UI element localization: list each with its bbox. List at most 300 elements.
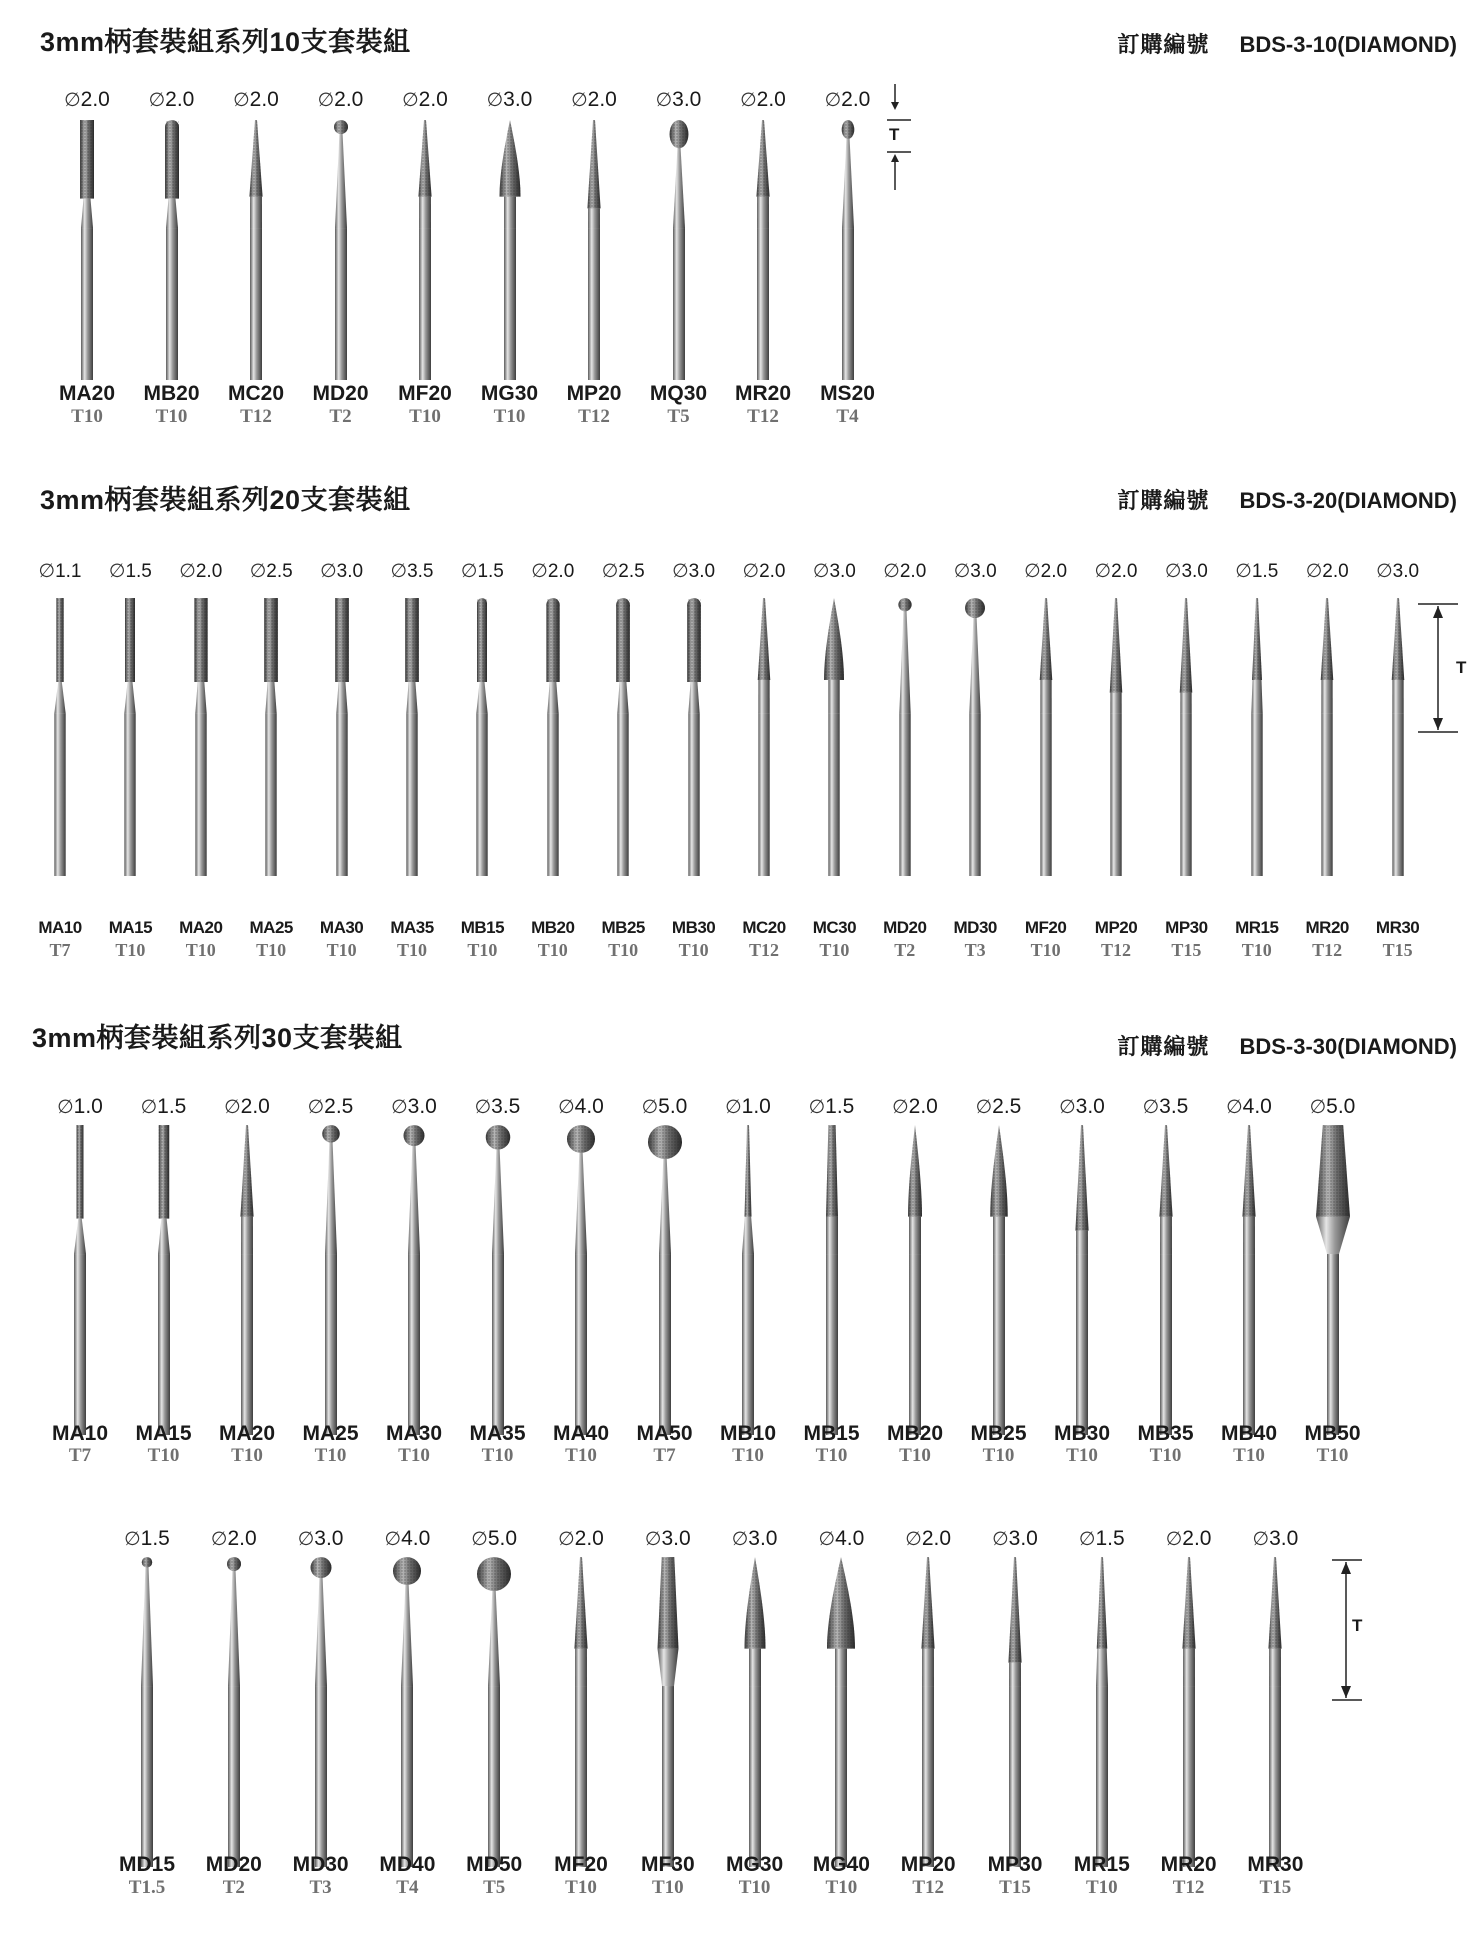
burr-bit-image (171, 596, 231, 881)
head-length-value: T10 (815, 1445, 848, 1466)
diameter-value: 2.0 (1182, 1527, 1212, 1550)
diameter-value: 3.0 (970, 561, 997, 582)
order-number-label: 訂購編號 (1117, 1034, 1210, 1059)
head-length-value: T10 (899, 1445, 931, 1466)
burr-bit-image (1136, 1123, 1196, 1440)
diameter-value: 2.5 (266, 561, 293, 582)
diameter-label (42, 88, 132, 112)
burr-bit-image (804, 596, 864, 881)
model-code: MD30 (953, 918, 997, 937)
model-code: MA20 (218, 1422, 276, 1445)
diameter-label (369, 1095, 459, 1119)
model-code: MB20 (886, 1422, 944, 1445)
diameter-value: 2.0 (80, 88, 110, 111)
head-length-value: T12 (912, 1877, 945, 1898)
diameter-value: 2.0 (195, 561, 223, 582)
order-number-code: BDS-3-10(DIAMOND) (1239, 32, 1457, 57)
diameter-icon: ∅ (571, 90, 588, 111)
diameter-label (803, 88, 893, 112)
burr-bit-image (1303, 1123, 1363, 1440)
diameter-value: 3.5 (491, 1095, 521, 1118)
diameter-value: 3.0 (748, 1527, 778, 1550)
model-code: MF30 (640, 1853, 695, 1876)
head-length-value: T10 (1233, 1445, 1265, 1466)
section-3-order-number (1117, 1030, 1457, 1061)
diameter-label (718, 88, 808, 112)
diameter-value: 2.0 (1322, 561, 1349, 582)
diameter-label (787, 1095, 877, 1119)
diameter-icon: ∅ (57, 1097, 74, 1118)
burr-bit-image (480, 118, 540, 385)
burr-bit-image (898, 1555, 958, 1872)
diameter-label (954, 1095, 1044, 1119)
burr-bit-image (638, 1555, 698, 1872)
head-length-value: T1.5 (128, 1877, 166, 1898)
diameter-icon: ∅ (1305, 561, 1323, 582)
diameter-icon: ∅ (317, 90, 335, 111)
model-code: MG30 (726, 1853, 784, 1876)
diameter-label (35, 1095, 125, 1119)
head-length-value: T15 (1382, 940, 1413, 960)
diameter-value: 3.0 (672, 88, 702, 111)
diameter-icon: ∅ (320, 561, 337, 582)
diameter-icon: ∅ (1164, 561, 1182, 582)
head-length-value: T10 (147, 1445, 180, 1466)
head-length-value: T10 (1241, 940, 1272, 960)
burr-bit-image (811, 1555, 871, 1872)
head-length-value: T12 (578, 406, 610, 427)
diameter-value: 2.0 (334, 88, 364, 111)
model-code: MB50 (1304, 1422, 1361, 1445)
diameter-icon: ∅ (558, 1529, 575, 1550)
diameter-icon: ∅ (402, 90, 419, 111)
head-length-value: T10 (1030, 940, 1061, 960)
diameter-label (465, 88, 555, 112)
model-code: MD20 (312, 382, 369, 405)
diameter-value: 3.0 (1269, 1527, 1299, 1550)
burr-bit-image (100, 596, 160, 881)
diameter-value: 1.0 (741, 1095, 771, 1118)
diameter-icon: ∅ (655, 90, 673, 111)
diameter-value: 4.0 (1242, 1095, 1272, 1118)
diameter-label (202, 1095, 292, 1119)
model-code: MB15 (460, 918, 505, 937)
head-length-value: T10 (493, 406, 526, 427)
model-code: MA40 (552, 1422, 610, 1445)
burr-bit-image (217, 1123, 277, 1440)
head-length-value: T10 (398, 1445, 430, 1466)
section-2-order-number (1117, 484, 1457, 515)
head-length-value: T10 (326, 940, 357, 960)
head-length-value: T4 (836, 406, 859, 427)
burr-bit-image (1245, 1555, 1305, 1872)
diameter-icon: ∅ (249, 561, 267, 582)
diameter-value: 3.0 (1181, 561, 1208, 582)
diameter-value: 2.0 (1040, 561, 1068, 582)
diameter-icon: ∅ (531, 561, 548, 582)
model-code: MP20 (900, 1853, 956, 1876)
diameter-value: 2.0 (756, 88, 786, 111)
diameter-value: 1.0 (73, 1095, 103, 1118)
head-length-value: T10 (1085, 1877, 1118, 1898)
model-code: MA30 (319, 918, 364, 937)
t-label: T (1352, 1616, 1363, 1635)
burr-bit-image (818, 118, 878, 385)
diameter-value: 2.0 (418, 88, 448, 111)
model-code: MR15 (1235, 918, 1279, 937)
burr-bit-image (382, 596, 442, 881)
head-length-value: T7 (653, 1445, 676, 1466)
diameter-label (1144, 1527, 1234, 1551)
diameter-icon: ∅ (486, 90, 504, 111)
diameter-icon: ∅ (818, 1529, 836, 1550)
diameter-value: 1.1 (55, 561, 82, 582)
burr-bit-image (301, 1123, 361, 1440)
head-length-value: T10 (256, 940, 287, 960)
diameter-label (970, 1527, 1060, 1551)
burr-bit-image (733, 118, 793, 385)
burr-bit-image (734, 596, 794, 881)
diameter-icon: ∅ (892, 1097, 909, 1118)
model-code: MR20 (1305, 918, 1349, 937)
diameter-label (189, 1527, 279, 1551)
head-length-value: T12 (1100, 940, 1131, 960)
model-code: MC30 (812, 918, 857, 937)
head-length-value: T10 (982, 1445, 1015, 1466)
burr-bit-image (142, 118, 202, 385)
head-length-value: T10 (651, 1877, 684, 1898)
diameter-label (870, 1095, 960, 1119)
model-code: MR30 (1247, 1853, 1304, 1876)
model-code: MA30 (385, 1422, 443, 1445)
head-length-value: T10 (738, 1877, 771, 1898)
burr-bit-image (1016, 596, 1076, 881)
diameter-icon: ∅ (558, 1097, 575, 1118)
model-code: MP30 (987, 1853, 1043, 1876)
diameter-label (710, 1527, 800, 1551)
diameter-icon: ∅ (601, 561, 619, 582)
t-label: T (1456, 658, 1467, 677)
burr-bit-image (312, 596, 372, 881)
diameter-icon: ∅ (1376, 561, 1393, 582)
burr-bit-image (945, 596, 1005, 881)
diameter-label (620, 1095, 710, 1119)
diameter-icon: ∅ (384, 1529, 402, 1550)
burr-bit-image (117, 1555, 177, 1872)
head-length-value: T10 (1149, 1445, 1182, 1466)
diameter-icon: ∅ (824, 90, 842, 111)
head-length-value: T3 (309, 1877, 332, 1898)
model-code: MA20 (179, 918, 223, 937)
head-length-value: T5 (483, 1877, 506, 1898)
head-length-value: T12 (1172, 1877, 1205, 1898)
head-length-value: T10 (565, 1877, 597, 1898)
diameter-value: 3.0 (336, 561, 364, 582)
section-1-title: 3mm柄套裝組系列10支套裝組 (40, 27, 411, 57)
burr-bit-image (384, 1123, 444, 1440)
diameter-label (1057, 1527, 1147, 1551)
diameter-icon: ∅ (64, 90, 81, 111)
burr-bit-image (551, 1555, 611, 1872)
diameter-label (276, 1527, 366, 1551)
diameter-label (453, 1095, 543, 1119)
diameter-value: 3.0 (1392, 561, 1420, 582)
burr-bit-image (718, 1123, 778, 1440)
head-length-value: T4 (396, 1877, 419, 1898)
diameter-icon: ∅ (307, 1097, 325, 1118)
model-code: MA10 (38, 918, 82, 937)
diameter-value: 3.0 (661, 1527, 691, 1550)
diameter-value: 2.5 (324, 1095, 354, 1118)
head-length-value: T12 (747, 406, 779, 427)
diameter-value: 1.5 (825, 1095, 855, 1118)
diameter-icon: ∅ (471, 1529, 488, 1550)
diameter-icon: ∅ (1142, 1097, 1160, 1118)
model-code: MA35 (390, 918, 434, 937)
diameter-value: 5.0 (487, 1527, 518, 1550)
model-code: MC20 (742, 918, 786, 937)
diameter-value: 2.0 (899, 561, 927, 582)
diameter-icon: ∅ (1309, 1097, 1327, 1118)
diameter-icon: ∅ (992, 1529, 1009, 1550)
burr-bit-image (1086, 596, 1146, 881)
model-code: MD20 (883, 918, 927, 937)
head-length-value: T10 (481, 1445, 514, 1466)
head-length-value: T10 (115, 940, 146, 960)
burr-bit-image (464, 1555, 524, 1872)
model-code: MB10 (719, 1422, 777, 1445)
diameter-label (286, 1095, 376, 1119)
model-code: MP30 (1165, 918, 1208, 937)
section-1-t-dimension-marker (885, 84, 925, 194)
diameter-value: 2.0 (1111, 561, 1138, 582)
diameter-label (536, 1095, 626, 1119)
diameter-icon: ∅ (390, 561, 408, 582)
diameter-icon: ∅ (975, 1097, 993, 1118)
model-code: MD20 (205, 1853, 262, 1876)
diameter-icon: ∅ (1059, 1097, 1076, 1118)
diameter-icon: ∅ (179, 561, 196, 582)
order-number-code: BDS-3-20(DIAMOND) (1239, 488, 1457, 513)
diameter-icon: ∅ (210, 1529, 228, 1550)
burr-bit-image (1159, 1555, 1219, 1872)
diameter-icon: ∅ (641, 1097, 659, 1118)
diameter-label (536, 1527, 626, 1551)
diameter-value: 1.5 (157, 1095, 187, 1118)
model-code: MA15 (108, 918, 153, 937)
diameter-value: 3.0 (407, 1095, 437, 1118)
diameter-value: 2.0 (249, 88, 279, 111)
head-length-value: T10 (314, 1445, 347, 1466)
head-length-value: T15 (1259, 1877, 1292, 1898)
diameter-label (1288, 1095, 1378, 1119)
burr-bit-image (241, 596, 301, 881)
model-code: MD50 (466, 1853, 523, 1876)
diameter-label (296, 88, 386, 112)
diameter-value: 3.0 (1008, 1527, 1038, 1550)
diameter-label (1353, 560, 1443, 583)
model-code: MR20 (1160, 1853, 1217, 1876)
head-length-value: T10 (231, 1445, 263, 1466)
diameter-value: 3.0 (503, 88, 533, 111)
diameter-value: 3.0 (314, 1527, 344, 1550)
model-code: MB35 (1137, 1422, 1194, 1445)
section-1-order-number (1117, 28, 1457, 59)
model-code: MD30 (292, 1853, 349, 1876)
burr-bit-image (50, 1123, 110, 1440)
burr-bit-image (468, 1123, 528, 1440)
model-code: MQ30 (649, 382, 708, 405)
diameter-icon: ∅ (108, 561, 126, 582)
diameter-value: 1.5 (1251, 561, 1279, 582)
model-code: MA20 (58, 382, 116, 405)
burr-bit-image (725, 1555, 785, 1872)
model-code: MC20 (227, 382, 285, 405)
head-length-value: T15 (999, 1877, 1031, 1898)
model-code: MA10 (51, 1422, 109, 1445)
model-code: MB20 (143, 382, 200, 405)
model-code: MF20 (554, 1853, 608, 1876)
order-number-label: 訂購編號 (1117, 32, 1210, 57)
head-length-value: T15 (1171, 940, 1202, 960)
burr-bit-image (204, 1555, 264, 1872)
diameter-value: 5.0 (1326, 1095, 1356, 1118)
diameter-icon: ∅ (740, 90, 757, 111)
diameter-icon: ∅ (233, 90, 250, 111)
diameter-value: 4.0 (835, 1527, 865, 1550)
diameter-value: 2.0 (587, 88, 617, 111)
diameter-value: 2.0 (921, 1527, 952, 1550)
burr-bit-image (649, 118, 709, 385)
section-3-t-dimension-marker (1332, 1558, 1382, 1708)
diameter-icon: ∅ (812, 561, 830, 582)
diameter-label (380, 88, 470, 112)
diameter-value: 3.5 (407, 561, 434, 582)
diameter-label (1204, 1095, 1294, 1119)
diameter-icon: ∅ (1078, 1529, 1096, 1550)
burr-bit-image (1219, 1123, 1279, 1440)
diameter-label (449, 1527, 539, 1551)
diameter-label (102, 1527, 192, 1551)
model-code: MD40 (379, 1853, 436, 1876)
diameter-label (549, 88, 639, 112)
burr-bit-image (802, 1123, 862, 1440)
diameter-value: 5.0 (658, 1095, 688, 1118)
model-code: MP20 (1094, 918, 1138, 937)
diameter-label (623, 1527, 713, 1551)
diameter-icon: ∅ (742, 561, 760, 582)
model-code: MB25 (970, 1422, 1027, 1445)
head-length-value: T12 (748, 940, 779, 960)
diameter-value: 2.0 (759, 561, 786, 582)
diameter-value: 2.0 (547, 561, 575, 582)
diameter-label (1230, 1527, 1320, 1551)
diameter-label (362, 1527, 452, 1551)
head-length-value: T10 (565, 1445, 597, 1466)
diameter-icon: ∅ (224, 1097, 241, 1118)
model-code: MG30 (480, 382, 539, 405)
burr-bit-image (1227, 596, 1287, 881)
diameter-value: 3.5 (1159, 1095, 1189, 1118)
burr-bit-image (311, 118, 371, 385)
head-length-value: T12 (240, 406, 272, 427)
burr-bit-image (134, 1123, 194, 1440)
burr-bit-image (291, 1555, 351, 1872)
burr-bit-image (969, 1123, 1029, 1440)
head-length-value: T10 (71, 406, 103, 427)
burr-bit-image (985, 1555, 1045, 1872)
diameter-value: 2.0 (240, 1095, 270, 1118)
diameter-value: 1.5 (140, 1527, 170, 1550)
head-length-value: T10 (678, 940, 709, 960)
diameter-icon: ∅ (953, 561, 971, 582)
head-length-value: T10 (409, 406, 441, 427)
diameter-value: 2.0 (574, 1527, 604, 1550)
diameter-value: 4.0 (401, 1527, 431, 1550)
diameter-icon: ∅ (38, 561, 56, 582)
diameter-value: 1.5 (1095, 1527, 1125, 1550)
model-code: MS20 (820, 382, 875, 405)
burr-bit-image (377, 1555, 437, 1872)
diameter-icon: ∅ (1226, 1097, 1243, 1118)
head-length-value: T2 (894, 940, 916, 960)
diameter-label (796, 1527, 886, 1551)
model-code: MB40 (1220, 1422, 1278, 1445)
head-length-value: T10 (185, 940, 216, 960)
diameter-label (211, 88, 301, 112)
diameter-icon: ∅ (140, 1097, 158, 1118)
diameter-icon: ∅ (297, 1529, 315, 1550)
diameter-value: 2.0 (841, 88, 871, 111)
burr-bit-image (523, 596, 583, 881)
diameter-icon: ∅ (391, 1097, 408, 1118)
section-2-title: 3mm柄套裝組系列20支套裝組 (40, 485, 411, 515)
model-code: MB25 (601, 918, 645, 937)
burr-bit-image (57, 118, 117, 385)
diameter-label (127, 88, 217, 112)
burr-bit-image (395, 118, 455, 385)
diameter-value: 2.0 (165, 88, 195, 111)
diameter-icon: ∅ (1024, 561, 1041, 582)
burr-bit-image (664, 596, 724, 881)
burr-bit-image (885, 1123, 945, 1440)
diameter-value: 2.5 (992, 1095, 1022, 1118)
head-length-value: T10 (155, 406, 188, 427)
burr-bit-image (551, 1123, 611, 1440)
head-length-value: T3 (964, 940, 986, 960)
diameter-value: 3.0 (688, 561, 716, 582)
head-length-value: T10 (537, 940, 568, 960)
head-length-value: T10 (1066, 1445, 1098, 1466)
burr-bit-image (564, 118, 624, 385)
model-code: MA35 (469, 1422, 526, 1445)
diameter-icon: ∅ (1252, 1529, 1270, 1550)
model-code: MB15 (803, 1422, 860, 1445)
diameter-icon: ∅ (1165, 1529, 1183, 1550)
burr-bit-image (30, 596, 90, 881)
diameter-value: 2.5 (618, 561, 645, 582)
section-3-title: 3mm柄套裝組系列30支套裝組 (32, 1023, 403, 1053)
burr-bit-image (593, 596, 653, 881)
diameter-value: 1.5 (477, 561, 504, 582)
head-length-value: T10 (825, 1877, 858, 1898)
model-code: MB30 (671, 918, 716, 937)
diameter-value: 3.0 (829, 561, 856, 582)
model-code: MA15 (135, 1422, 192, 1445)
section-2-t-dimension-marker (1418, 600, 1468, 740)
model-code: MR15 (1073, 1853, 1130, 1876)
diameter-value: 2.0 (227, 1527, 257, 1550)
